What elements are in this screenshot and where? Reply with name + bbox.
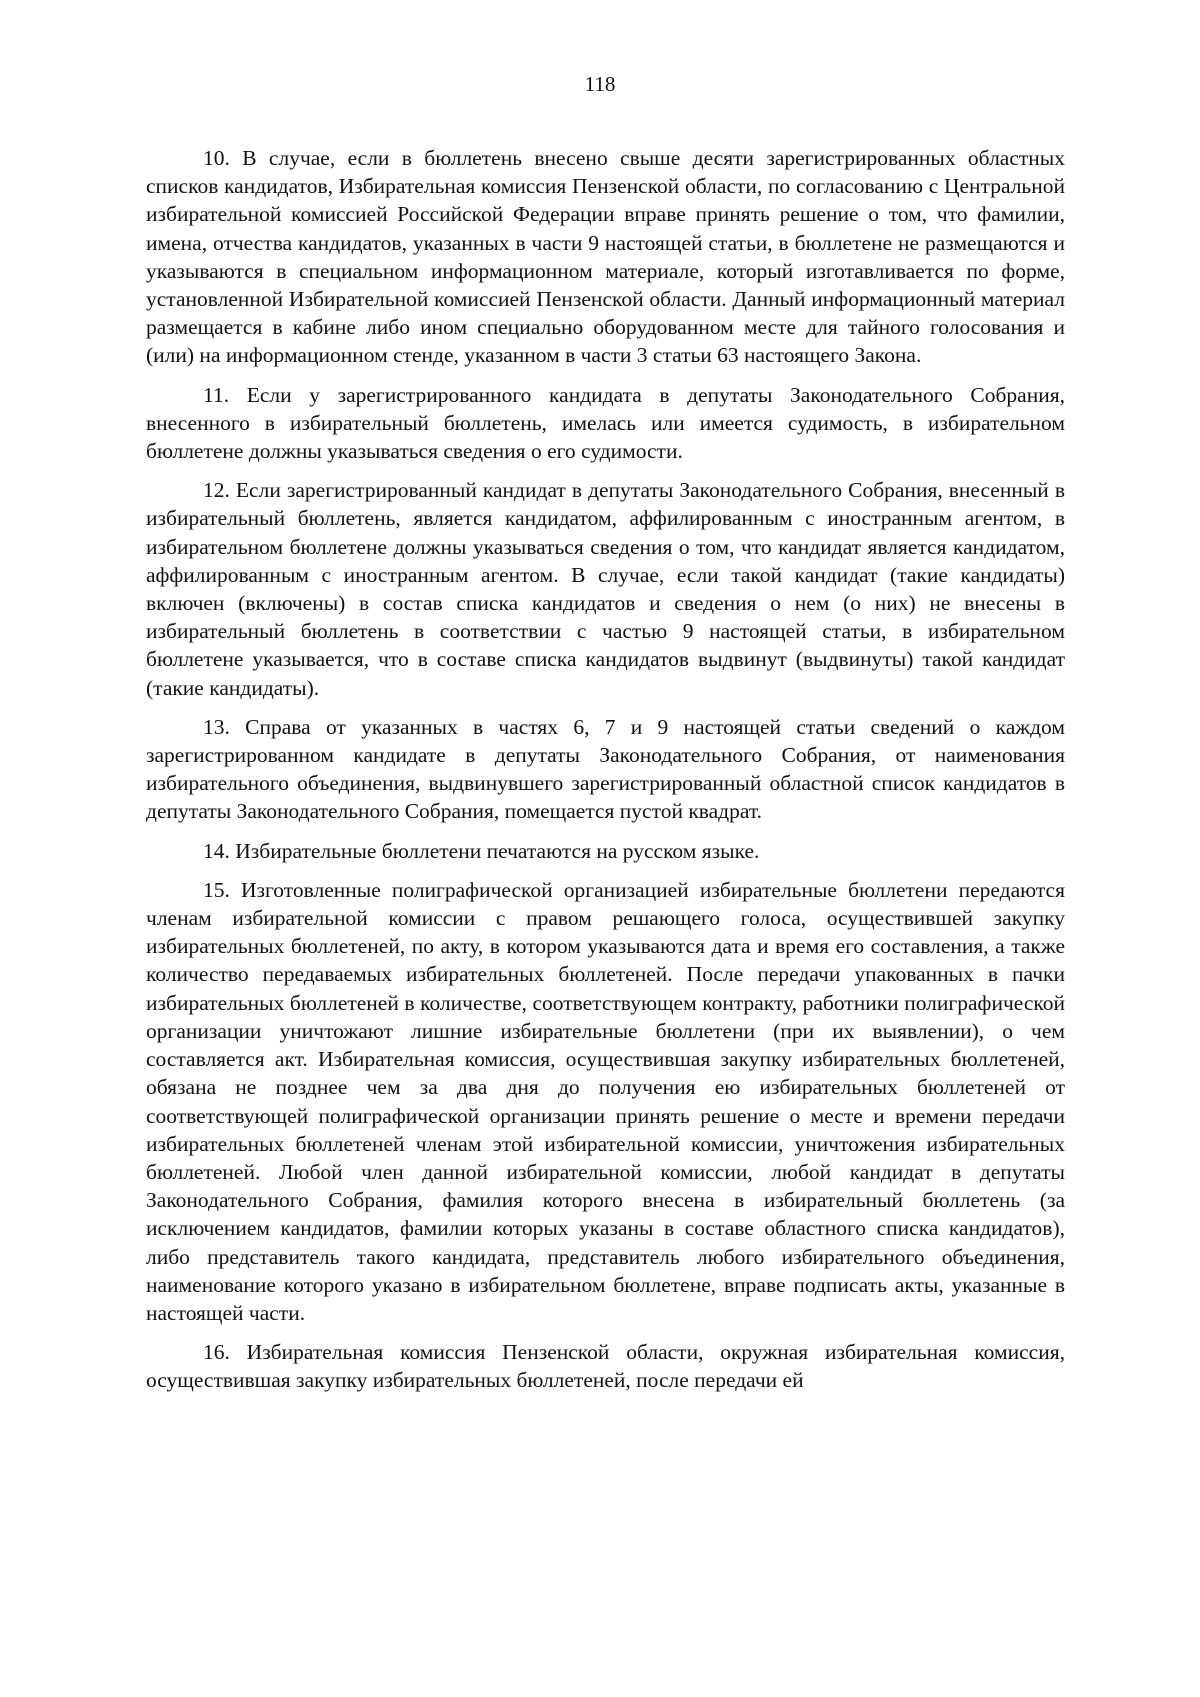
document-body <box>146 144 1065 1406</box>
paragraph-11: 11. Если у зарегистрированного кандидата в депутаты Законодательного Собрания, внесенного в избирательный бюллетень, имелась или имеется судимость, в избирательном бюллетене должны указываться сведения о его судимости. <box>146 382 1065 464</box>
paragraph-12: 12. Если зарегистрированный кандидат в депутаты Законодательного Собрания, внесенный в избирательный бюллетень, является кандидатом, аффилированным с иностранным агентом, в избирательном бюллетене должны указываться сведения о том, что кандидат является кандидатом, аффилированным с иностранным агентом. В случае, если такой кандидат (такие кандидаты) включен (включены) в состав списка кандидатов и сведения о нем (о них) не внесены в избирательный бюллетень в соответствии с частью 9 настоящей статьи, в избирательном бюллетене указывается, что в составе списка кандидатов выдвинут (выдвинуты) такой кандидат (такие кандидаты). <box>146 478 1065 700</box>
paragraph-10: 10. В случае, если в бюллетень внесено свыше десяти зарегистрированных областных списков кандидатов, Избирательная комиссия Пензенской области, по согласованию с Центральной избирательной комиссией Российской Федерации вправе принять решение о том, что фамилии, имена, отчества кандидатов, указанных в части 9 настоящей статьи, в бюллетене не размещаются и указываются в специальном информационном материале, который изготавливается по форме, установленной Избирательной комиссией Пензенской области. Данный информационный материал размещается в кабине либо ином специально оборудованном месте для тайного голосования и (или) на информационном стенде, указанном в части 3 статьи 63 настоящего Закона. <box>146 146 1065 368</box>
paragraph-15: 15. Изготовленные полиграфической организацией избирательные бюллетени передаются членам избирательной комиссии с правом решающего голоса, осуществившей закупку избирательных бюллетеней, по акту, в котором указываются дата и время его составления, а также количество передаваемых избирательных бюллетеней. После передачи упакованных в пачки избирательных бюллетеней в количестве, соответствующем контракту, работники полиграфической организации уничтожают лишние избирательные бюллетени (при их выявлении), о чем составляется акт. Избирательная комиссия, осуществившая закупку избирательных бюллетеней, обязана не позднее чем за два дня до получения ею избирательных бюллетеней от соответствующей полиграфической организации принять решение о месте и времени передачи избирательных бюллетеней членам этой избирательной комиссии, уничтожения избирательных бюллетеней. Любой член данной избирательной комиссии, любой кандидат в депутаты Законодательного Собрания, фамилия которого внесена в избирательный бюллетень (за исключением кандидатов, фамилии которых указаны в составе областного списка кандидатов), либо представитель такого кандидата, представитель любого избирательного объединения, наименование которого указано в избирательном бюллетене, вправе подписать акты, указанные в настоящей части. <box>146 877 1065 1325</box>
paragraph-14: 14. Избирательные бюллетени печатаются на русском языке. <box>203 838 760 863</box>
paragraph-16: 16. Избирательная комиссия Пензенской области, окружная избирательная комиссия, осуществившая закупку избирательных бюллетеней, после передачи ей <box>146 1340 1065 1393</box>
paragraph-13: 13. Справа от указанных в частях 6, 7 и 9 настоящей статьи сведений о каждом зарегистрированном кандидате в депутаты Законодательного Собрания, от наименования избирательного объединения, выдвинувшего зарегистрированный областной список кандидатов в депутаты Законодательного Собрания, помещается пустой квадрат. <box>146 714 1065 824</box>
page-number: 118 <box>584 72 616 96</box>
